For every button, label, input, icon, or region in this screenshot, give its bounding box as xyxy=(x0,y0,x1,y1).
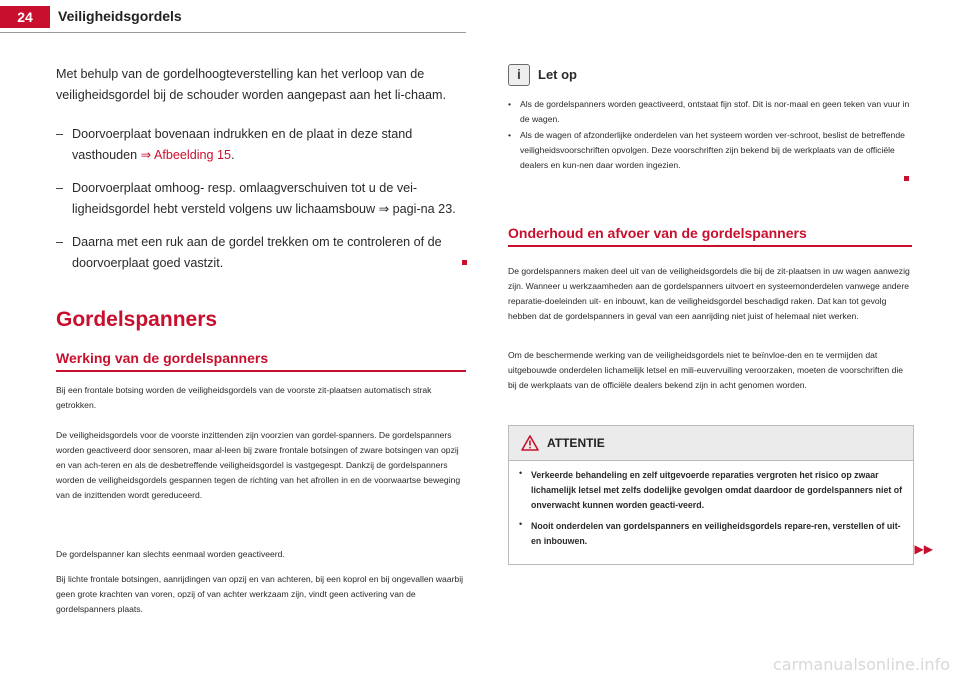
attention-bullet-2 xyxy=(519,519,903,549)
watermark: carmanualsonline.info xyxy=(772,655,950,674)
page-number: 24 xyxy=(0,6,50,28)
note-bullet-1 xyxy=(508,97,912,127)
note-title: Let op xyxy=(538,67,577,83)
paragraph-3: De gordelspanner kan slechts eenmaal worden geactiveerd. xyxy=(56,549,285,559)
info-icon: i xyxy=(508,64,530,86)
paragraph-1: Bij een frontale botsing worden de veiligheidsgordels van de voorste zit-plaatsen automatisch strak getrokken. xyxy=(56,385,432,410)
paragraph-4: Bij lichte frontale botsingen, aanrijdingen van opzij en van achteren, bij een koprol en bij ongevallen waarbij geen grote krachten van voren, opzij of van achter werkzaam zijn, vindt geen activering van de gordelspanners plaats. xyxy=(56,574,464,614)
note-header xyxy=(508,64,577,86)
intro-paragraph: Met behulp van de gordelhoogteverstelling kan het verloop van de veiligheidsgordel bij de schouder worden aangepast aan het li-chaam. xyxy=(56,67,446,102)
note-bullet-2 xyxy=(508,128,912,173)
heading-underline xyxy=(56,370,466,372)
step-3-text: Daarna met een ruk aan de gordel trekken om te controleren of de doorvoerplaat goed vastzit. xyxy=(72,235,442,270)
onderhoud-paragraph-2: Om de beschermende werking van de veiligheidsgordels niet te beïnvloe-den en te vermijden dat uitgebouwde onderdelen lichamelijk letsel en mili-euvervuiling veroorzaken, moeten de voorschriften die bij de werkplaats van de officiële dealers bekend zijn in acht genomen worden. xyxy=(508,350,904,390)
section-heading-gordelspanners: Gordelspanners xyxy=(56,308,218,331)
end-marker-icon xyxy=(462,260,467,265)
note-bullet-2-text: Als de wagen of afzonderlijke onderdelen van het systeem worden ver-schroot, beslist de betreffende veiligheidsvoorschriften opvolgen. Deze voorschriften zijn bekend bij de werkplaats van de officiële dealers en kun-nen daar worden ingezien. xyxy=(520,130,905,170)
subsection-heading-onderhoud: Onderhoud en afvoer van de gordelspanners xyxy=(508,225,807,241)
dash: – xyxy=(56,181,64,195)
onderhoud-paragraph-1: De gordelspanners maken deel uit van de veiligheidsgordels die bij de zit-plaatsen in uw wagen aanwezig zijn. Wanneer u werkzaamheden aan de gordelspanners uitvoert en systeemonderdelen vanwege andere reparatie-doeleinden uit- en inbouwt, kan de veiligheidsgordel beschadigd raken. Dat kan tot gevolg hebben dat de gordelspanners in geval van een aanrijding niet juist of helemaal niet werken. xyxy=(508,266,910,321)
step-1-end: . xyxy=(231,148,235,162)
paragraph-2: De veiligheidsgordels voor de voorste inzittenden zijn voorzien van gordel-spanners. De gordelspanners worden geactiveerd door sensoren, maar al-leen bij zware frontale botsingen of zware botsingen van opzij en van ach-teren en als de desbetreffende veiligheidsgordel is vastgegespt. Dankzij de gordelspanners worden de veiligheidsgordels gespannen tegen de richting van het afrollen in en de voorwaartse beweging van de inzittenden wordt gereduceerd. xyxy=(56,430,461,500)
bullet-dot: • xyxy=(519,519,523,529)
figure-link[interactable]: ⇒ Afbeelding 15 xyxy=(140,148,232,162)
attention-bullet-2-text: Nooit onderdelen van gordelspanners en veiligheidsgordels repare-ren, verstellen of uit- en inbouwen. xyxy=(531,521,901,546)
continue-arrow-icon: ▶▶ xyxy=(914,542,933,556)
end-marker-icon xyxy=(904,176,909,181)
note-bullet-1-text: Als de gordelspanners worden geactiveerd, ontstaat fijn stof. Dit is nor-maal en geen teken van vuur in de wagen. xyxy=(520,99,910,124)
dash: – xyxy=(56,127,64,141)
step-3 xyxy=(56,232,466,274)
subsection-heading-werking: Werking van de gordelspanners xyxy=(56,350,269,366)
step-1-text: Doorvoerplaat bovenaan indrukken en de plaat in deze stand vasthouden xyxy=(72,127,413,162)
warning-triangle-icon xyxy=(521,435,539,451)
step-1 xyxy=(56,124,466,166)
bullet-dot: • xyxy=(519,468,523,478)
attention-header xyxy=(509,426,913,461)
heading-underline xyxy=(508,245,912,247)
bullet-dot: • xyxy=(508,99,512,109)
attention-bullet-1-text: Verkeerde behandeling en zelf uitgevoerde reparaties vergroten het risico op zwaar lichamelijk letsel met zelfs dodelijke gevolgen omdat daardoor de gordelspanners niet of onverwacht kunnen worden geacti-veerd. xyxy=(531,470,903,510)
attention-body xyxy=(509,461,913,549)
dash: – xyxy=(56,235,64,249)
step-2 xyxy=(56,178,466,220)
page-header-title: Veiligheidsgordels xyxy=(58,8,182,24)
header-rule xyxy=(0,32,466,33)
attention-box xyxy=(508,425,933,565)
attention-title: ATTENTIE xyxy=(547,436,605,450)
bullet-dot: • xyxy=(508,130,512,140)
step-2-text: Doorvoerplaat omhoog- resp. omlaagverschuiven tot u de vei-ligheidsgordel hebt versteld volgens uw lichaamsbouw ⇒ pagi-na 23. xyxy=(72,181,456,216)
attention-bullet-1 xyxy=(519,468,903,513)
